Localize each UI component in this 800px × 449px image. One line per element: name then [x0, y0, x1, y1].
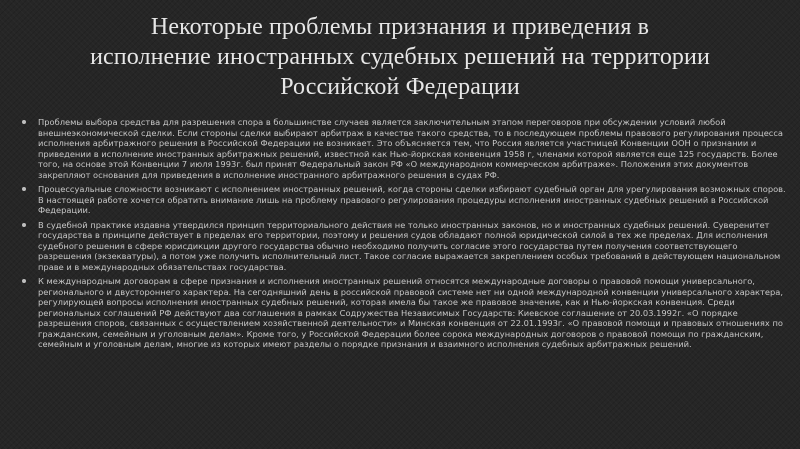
- bullet-list: [16, 117, 786, 354]
- paragraph-text: В судебной практике издавна утвердился принцип территориального действия не только иностранных законов, но и иностранных судебных решений. Суверенитет государства в принципе действует в пределах его территории, поэтому и решения судов обладают полной юридической силой в тех же пределах. Для исполнения судебного решения в сфере юрисдикции другого государства обычно необходимо получить согласие этого государства путем получения соответствующего разрешения (экзекватуры), а потом уже получить исполнительный лист. Такое согласие выражается закреплением особых требований в действующем национальном праве и в международных обязательствах государства.: [38, 219, 781, 272]
- paragraph-text: К международным договорам в сфере признания и исполнения иностранных решений относятся международные договоры о правовой помощи универсального, регионального и двустороннего характера. На сегодняшний день в российской правовой системе нет ни одной международной конвенции универсального характера, регулирующей вопросы исполнения иностранных судебных решений, которая имела бы такое же правовое значение, как и Нью-йоркская конвенция. Среди региональных соглашений РФ действуют два соглашения в рамках Содружества Независимых Государств: Киевское соглашение от 20.03.1992г. «О порядке разрешения споров, связанных с осуществлением хозяйственной деятельности» и Минская конвенция от 22.01.1993г. «О правовой помощи и правовых отношениях по гражданским, семейным и уголовным делам». Кроме того, у Российской Федерации более сорока международных договоров о правовой помощи по гражданским, семейным и уголовным делам, многие из которых имеют разделы о порядке признания и взаимного исполнения судебных арбитражных решений.: [38, 276, 783, 349]
- paragraph-text: Проблемы выбора средства для разрешения спора в большинстве случаев является заключительным этапом переговоров при обсуждении условий любой внешнеэкономической сделки. Если стороны сделки выбирают арбитраж в качестве такого средства, то в последующем проблемы правового регулирования процесса исполнения арбитражного решения в Российской Федерации не возникает. Это объясняется тем, что Россия является участницей Конвенции ООН о признании и приведении в исполнение иностранных арбитражных решений, известной как Нью-йоркская конвенция 1958 г, членами которой является еще 125 государств. Более того, на основе этой Конвенции 7 июля 1993г. был принят Федеральный закон РФ «О международном коммерческом арбитраже». Положения этих документов закрепляют основания для приведения в исполнение иностранного арбитражного решения в судах РФ.: [38, 117, 784, 180]
- bullet-paragraph-4: [16, 276, 786, 350]
- bullet-dot-icon: [22, 279, 26, 283]
- bullet-dot-icon: [22, 223, 26, 227]
- bullet-paragraph-3: [16, 220, 786, 273]
- bullet-paragraph-2: [16, 184, 786, 216]
- bullet-dot-icon: [22, 120, 26, 124]
- bullet-dot-icon: [22, 187, 26, 191]
- paragraph-text: Процессуальные сложности возникают с исполнением иностранных решений, когда стороны сделки избирают судебный орган для урегулирования возможных споров. В настоящей работе хочется обратить внимание лишь на проблему правового регулирования процедуры исполнения иностранных судебных решений в Российской Федерации.: [38, 184, 786, 215]
- slide-title: Некоторые проблемы признания и приведения в исполнение иностранных судебных решений на территории Российской Федерации: [90, 14, 710, 100]
- bullet-paragraph-1: [16, 117, 786, 180]
